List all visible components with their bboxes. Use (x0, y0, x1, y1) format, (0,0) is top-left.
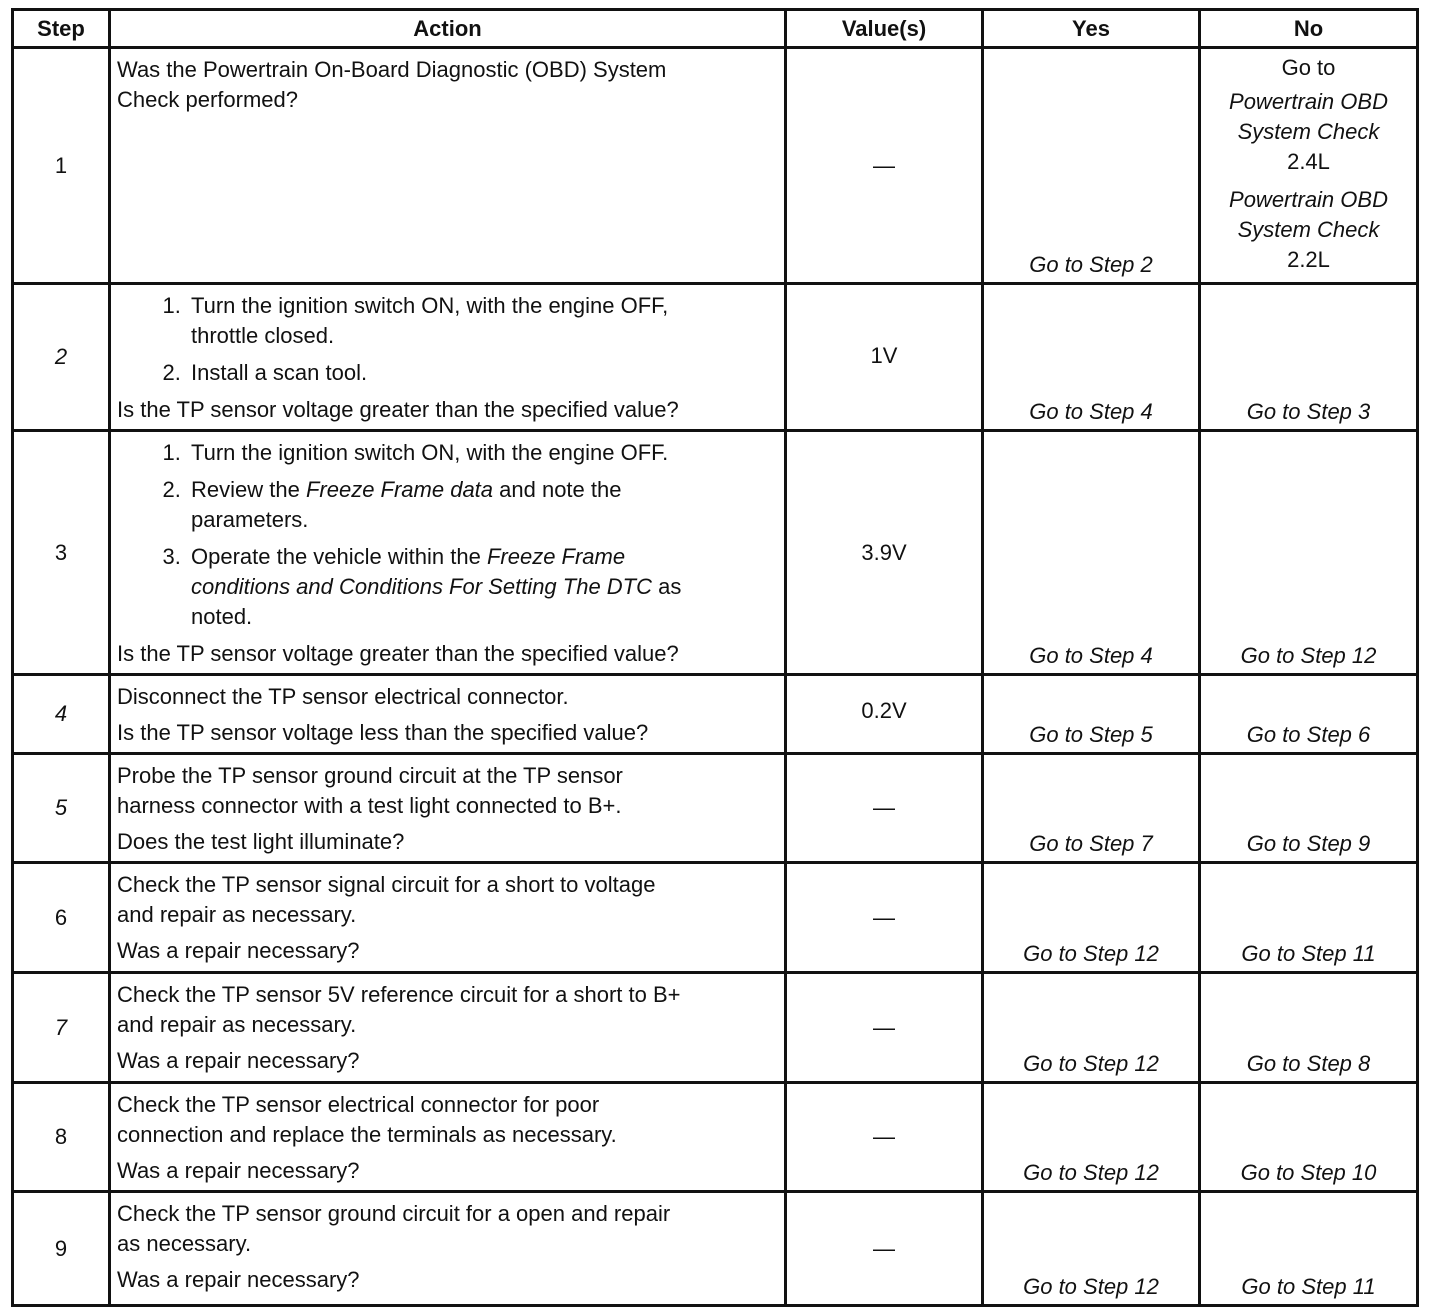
yes-link[interactable]: Go to Step 5 (1029, 722, 1153, 747)
action-cell (110, 1192, 786, 1306)
no-link[interactable]: Go to Step 10 (1240, 1160, 1377, 1185)
no-link[interactable]: Go to Step 11 (1241, 941, 1376, 966)
step-number: 3 (13, 431, 110, 675)
yes-cell (983, 1083, 1200, 1192)
table-row (13, 675, 1418, 754)
table-row (13, 48, 1418, 284)
value-text: — (873, 1124, 895, 1149)
table-row (13, 284, 1418, 431)
header-values: Value(s) (786, 10, 983, 48)
action-cell (110, 431, 786, 675)
value-cell (786, 1083, 983, 1192)
value-cell (786, 973, 983, 1083)
value-cell (786, 431, 983, 675)
value-cell (786, 48, 983, 284)
no-cell (1200, 284, 1418, 431)
value-cell (786, 284, 983, 431)
action-steps (117, 438, 776, 632)
yes-cell (983, 754, 1200, 863)
action-text: connection and replace the terminals as necessary. (117, 1122, 617, 1147)
action-text: and repair as necessary. (117, 902, 357, 927)
value-text: 3.9V (861, 540, 907, 565)
action-cell (110, 284, 786, 431)
action-text: harness connector with a test light connected to B+. (117, 793, 622, 818)
step-number: 6 (13, 863, 110, 973)
action-question: Is the TP sensor voltage greater than the specified value? (117, 397, 679, 422)
action-steps (117, 291, 776, 388)
no-cell (1200, 675, 1418, 754)
value-text: — (873, 904, 895, 930)
yes-cell (983, 675, 1200, 754)
yes-link[interactable]: Go to Step 12 (1023, 1274, 1159, 1299)
no-link-line[interactable]: System Check (1237, 119, 1380, 144)
action-cell (110, 1083, 786, 1192)
table-row (13, 973, 1418, 1083)
header-step: Step (13, 10, 110, 48)
step-number: 9 (13, 1192, 110, 1306)
no-goto-text: Go to (1281, 55, 1336, 80)
no-link[interactable]: Go to Step 12 (1240, 643, 1377, 668)
value-text: 0.2V (861, 698, 907, 723)
no-link[interactable]: Go to Step 9 (1246, 831, 1371, 856)
action-text: Check the TP sensor 5V reference circuit for a short to B+ (117, 982, 681, 1007)
yes-link[interactable]: Go to Step 4 (1029, 399, 1153, 424)
action-cell (110, 863, 786, 973)
action-question: Is the TP sensor voltage less than the specified value? (117, 720, 649, 745)
yes-cell (983, 863, 1200, 973)
value-text: — (873, 152, 895, 178)
yes-link[interactable]: Go to Step 12 (1023, 1160, 1159, 1185)
action-step: 2. Review the Freeze Frame data and note the parameters. (187, 475, 776, 535)
action-cell (110, 973, 786, 1083)
action-question: Was a repair necessary? (117, 1267, 360, 1292)
step-number: 2 (13, 284, 110, 431)
value-cell (786, 863, 983, 973)
table-row (13, 863, 1418, 973)
yes-link[interactable]: Go to Step 12 (1023, 941, 1159, 966)
value-text: — (873, 1235, 895, 1261)
no-link[interactable]: Go to Step 6 (1246, 722, 1371, 747)
action-text: Check performed? (117, 87, 298, 112)
no-link[interactable]: Go to Step 8 (1246, 1051, 1371, 1076)
table-row (13, 754, 1418, 863)
table-row (13, 431, 1418, 675)
diagnostic-table (11, 8, 1419, 1307)
no-link-line[interactable]: System Check (1237, 217, 1380, 242)
yes-link[interactable]: Go to Step 4 (1029, 643, 1153, 668)
yes-cell (983, 1192, 1200, 1306)
yes-link[interactable]: Go to Step 7 (1029, 831, 1153, 856)
action-question: Was a repair necessary? (117, 938, 360, 963)
no-cell (1200, 754, 1418, 863)
no-link-line[interactable]: 2.2L (1287, 247, 1330, 272)
value-text: — (873, 795, 895, 820)
action-step: 1. Turn the ignition switch ON, with the engine OFF. (187, 438, 776, 468)
header-yes: Yes (983, 10, 1200, 48)
no-link[interactable]: Go to Step 11 (1241, 1274, 1376, 1299)
step-number: 8 (13, 1083, 110, 1192)
value-text: 1V (870, 343, 898, 368)
value-cell (786, 675, 983, 754)
action-question: Is the TP sensor voltage greater than the specified value? (117, 641, 679, 666)
header-no: No (1200, 10, 1418, 48)
step-number: 4 (13, 675, 110, 754)
header-row (13, 10, 1418, 48)
no-link[interactable]: Go to Step 3 (1246, 399, 1371, 424)
yes-cell (983, 431, 1200, 675)
yes-cell (983, 48, 1200, 284)
step-number: 1 (13, 48, 110, 284)
no-cell (1200, 431, 1418, 675)
value-text: — (873, 1014, 895, 1040)
value-cell (786, 1192, 983, 1306)
no-cell (1200, 1083, 1418, 1192)
action-step: 3. Operate the vehicle within the Freeze Frame conditions and Conditions For Setting The DTC as noted. (187, 542, 776, 632)
action-step: 2. Install a scan tool. (187, 358, 776, 388)
no-link-line[interactable]: 2.4L (1287, 149, 1330, 174)
no-cell (1200, 1192, 1418, 1306)
yes-cell (983, 973, 1200, 1083)
action-question: Was a repair necessary? (117, 1158, 360, 1183)
no-link-line[interactable]: Powertrain OBD (1229, 187, 1388, 212)
table-row (13, 1083, 1418, 1192)
no-cell (1200, 863, 1418, 973)
yes-link[interactable]: Go to Step 2 (1029, 252, 1153, 277)
value-cell (786, 754, 983, 863)
action-text: and repair as necessary. (117, 1012, 357, 1037)
no-cell (1200, 48, 1418, 284)
table-row (13, 1192, 1418, 1306)
no-link-line[interactable]: Powertrain OBD (1229, 89, 1388, 114)
action-text: Check the TP sensor signal circuit for a short to voltage (117, 872, 656, 897)
header-action: Action (110, 10, 786, 48)
action-cell (110, 754, 786, 863)
action-text: Probe the TP sensor ground circuit at the TP sensor (117, 763, 623, 788)
action-text: as necessary. (117, 1231, 252, 1256)
action-text: Check the TP sensor ground circuit for a open and repair (117, 1201, 671, 1226)
yes-link[interactable]: Go to Step 12 (1023, 1051, 1159, 1076)
yes-cell (983, 284, 1200, 431)
no-cell (1200, 973, 1418, 1083)
step-number: 7 (13, 973, 110, 1083)
action-step: 1. Turn the ignition switch ON, with the engine OFF, throttle closed. (187, 291, 776, 351)
step-number: 5 (13, 754, 110, 863)
action-text: Was the Powertrain On-Board Diagnostic (OBD) System (117, 57, 667, 82)
action-question: Does the test light illuminate? (117, 829, 405, 854)
action-question: Was a repair necessary? (117, 1048, 360, 1073)
action-text: Disconnect the TP sensor electrical connector. (117, 684, 569, 709)
action-text: Check the TP sensor electrical connector for poor (117, 1092, 600, 1117)
action-cell (110, 675, 786, 754)
action-cell (110, 48, 786, 284)
